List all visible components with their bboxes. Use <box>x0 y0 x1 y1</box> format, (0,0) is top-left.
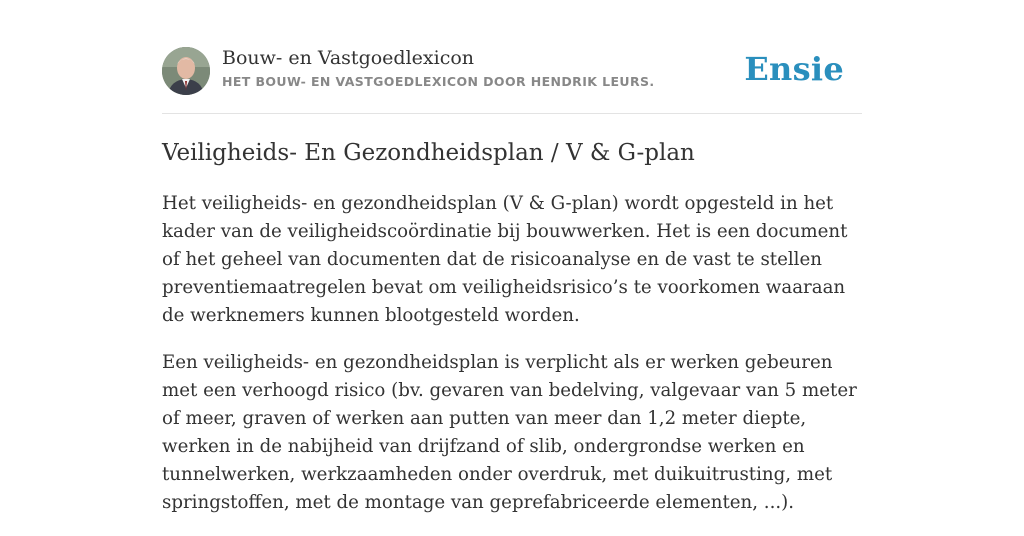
article-page <box>162 0 862 512</box>
article-title: Veiligheids- En Gezondheidsplan / V & G-plan <box>162 140 695 166</box>
brand-logo[interactable]: Ensie <box>744 50 844 88</box>
paragraph: Een veiligheids- en gezondheidsplan is verplicht als er werken gebeuren met een verhoogd risico (bv. gevaren van bedelving, valgevaar van 5 meter of meer, graven of werken aan putten van meer dan 1,2 meter diepte, werken in de nabijheid van drijfzand of slib, ondergrondse werken en tunnelwerken, werkzaamheden onder overdruk, met duikuitrusting, met springstoffen, met de montage van geprefabriceerde elementen, ...). <box>162 352 857 513</box>
paragraph: Het veiligheids- en gezondheidsplan (V & G-plan) wordt opgesteld in het kader van de veiligheidscoördinatie bij bouwwerken. Het is een document of het geheel van documenten dat de risicoanalyse en de vast te stellen preventiemaatregelen bevat om veiligheidsrisico’s te voorkomen waaraan de werknemers kunnen blootgesteld worden. <box>162 193 848 326</box>
author-header <box>162 47 862 97</box>
author-subtitle: HET BOUW- EN VASTGOEDLEXICON DOOR HENDRIK LEURS. <box>222 74 655 89</box>
avatar[interactable] <box>162 47 210 95</box>
header-divider <box>162 113 862 114</box>
avatar-image <box>162 47 210 95</box>
article-body <box>162 190 867 536</box>
author-name[interactable]: Bouw- en Vastgoedlexicon <box>222 47 475 69</box>
